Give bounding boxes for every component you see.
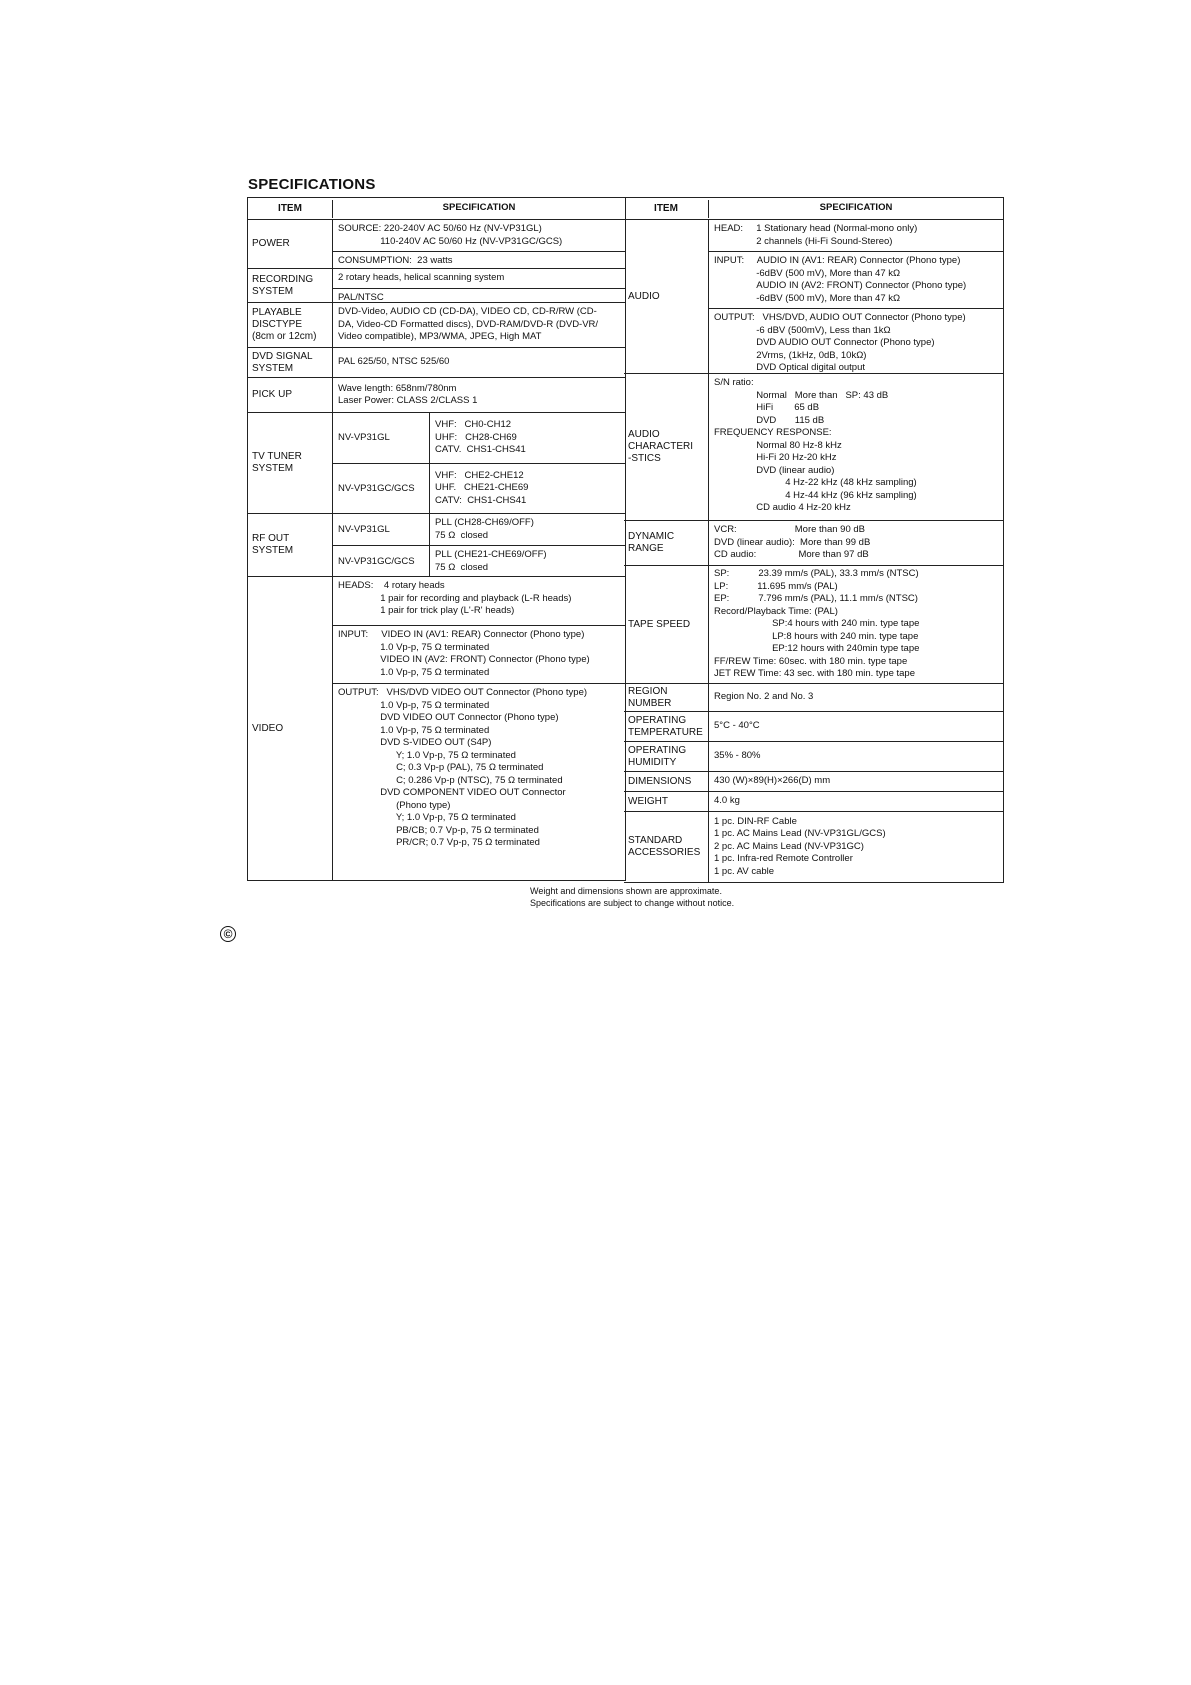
rfout-model-gc: NV-VP31GC/GCS bbox=[333, 546, 430, 577]
operating-humidity-value: 35% - 80% bbox=[714, 750, 761, 762]
dvd-signal-value: PAL 625/50, NTSC 525/60 bbox=[338, 356, 450, 368]
tuner-model-gl: NV-VP31GL bbox=[333, 413, 430, 463]
dimensions-value: 430 (W)×89(H)×266(D) mm bbox=[714, 775, 831, 787]
playable-value: DVD-Video, AUDIO CD (CD-DA), VIDEO CD, CD-R/RW (CD- DA, Video-CD Formatted discs), DVD-RAM/DVD-R (DVD-VR/ Video compatible), MP3/WMA, JPEG, High MAT bbox=[338, 306, 599, 343]
row-audio-characteristics bbox=[624, 373, 1003, 520]
label-recording: RECORDING SYSTEM bbox=[248, 269, 333, 302]
label-tape-speed: TAPE SPEED bbox=[624, 566, 709, 683]
row-tuner bbox=[248, 412, 625, 513]
label-weight: WEIGHT bbox=[624, 792, 709, 811]
tuner-value-gc: VHF: CHE2-CHE12 UHF. CHE21-CHE69 CATV: CHS1-CHS41 bbox=[435, 469, 529, 506]
header-spec: SPECIFICATION bbox=[442, 202, 516, 214]
row-region bbox=[624, 683, 1003, 711]
row-pickup bbox=[248, 377, 625, 412]
rfout-model-gl: NV-VP31GL bbox=[333, 514, 430, 545]
label-audio-characteristics: AUDIO CHARACTERI -STICS bbox=[624, 374, 709, 520]
label-rfout: RF OUT SYSTEM bbox=[248, 514, 333, 576]
label-region: REGION NUMBER bbox=[624, 684, 709, 711]
label-operating-humidity: OPERATING HUMIDITY bbox=[624, 742, 709, 771]
label-dvd-signal: DVD SIGNAL SYSTEM bbox=[248, 348, 333, 377]
footnotes: Weight and dimensions shown are approximate. Specifications are subject to change without notice. bbox=[530, 886, 735, 908]
header-spec-right: SPECIFICATION bbox=[819, 202, 893, 214]
label-operating-temperature: OPERATING TEMPERATURE bbox=[624, 712, 709, 741]
video-input: INPUT: VIDEO IN (AV1: REAR) Connector (Phono type) 1.0 Vp-p, 75 Ω terminated VIDEO IN (AV2: FRONT) Connector (Phono type) 1.0 Vp-p, 75 Ω terminated bbox=[338, 629, 590, 678]
label-tuner: TV TUNER SYSTEM bbox=[248, 413, 333, 513]
row-audio bbox=[624, 219, 1003, 373]
pickup-value: Wave length: 658nm/780nm Laser Power: CLASS 2/CLASS 1 bbox=[338, 382, 478, 406]
spec-table-right bbox=[624, 197, 1004, 883]
label-playable: PLAYABLE DISCTYPE (8cm or 12cm) bbox=[248, 303, 333, 347]
table-header bbox=[248, 197, 625, 219]
accessories-value: 1 pc. DIN-RF Cable 1 pc. AC Mains Lead (NV-VP31GL/GCS) 2 pc. AC Mains Lead (NV-VP31GC) 1 pc. Infra-red Remote Controller 1 pc. AV cable bbox=[714, 815, 886, 877]
row-operating-temperature bbox=[624, 711, 1003, 741]
rfout-value-gc: PLL (CHE21-CHE69/OFF) 75 Ω closed bbox=[435, 549, 547, 573]
dynamic-range-value: VCR: More than 90 dB DVD (linear audio): More than 99 dB CD audio: More than 97 dB bbox=[714, 524, 871, 561]
copyright-icon: © bbox=[220, 926, 236, 942]
video-output: OUTPUT: VHS/DVD VIDEO OUT Connector (Phono type) 1.0 Vp-p, 75 Ω terminated DVD VIDEO OUT Connector (Phono type) 1.0 Vp-p, 75 Ω terminated DVD S-VIDEO OUT (S4P) Y; 1.0 Vp-p, 75 Ω terminated C; 0.3 Vp-p (PAL), 75 Ω terminated C; 0.286 Vp-p (NTSC), 75 Ω terminated DVD COMPONENT VIDEO OUT Connector (Phono type) Y; 1.0 Vp-p, 75 Ω terminated PB/CB; 0.7 Vp-p, 75 Ω terminated PR/CR; 0.7 Vp-p, 75 Ω terminated bbox=[338, 687, 588, 848]
row-power bbox=[248, 219, 625, 268]
power-source: SOURCE: 220-240V AC 50/60 Hz (NV-VP31GL) 110-240V AC 50/60 Hz (NV-VP31GC/GCS) bbox=[338, 223, 563, 247]
label-audio: AUDIO bbox=[624, 220, 709, 373]
row-rfout bbox=[248, 513, 625, 576]
header-item: ITEM bbox=[248, 200, 333, 218]
recording-system: 2 rotary heads, helical scanning system bbox=[338, 272, 505, 283]
header-item-right: ITEM bbox=[624, 200, 709, 218]
weight-value: 4.0 kg bbox=[714, 795, 740, 807]
row-recording bbox=[248, 268, 625, 302]
recording-format: PAL/NTSC bbox=[338, 291, 384, 303]
rfout-value-gl: PLL (CH28-CH69/OFF) 75 Ω closed bbox=[435, 517, 534, 541]
tuner-model-gc: NV-VP31GC/GCS bbox=[333, 464, 430, 514]
video-heads: HEADS: 4 rotary heads 1 pair for recording and playback (L-R heads) 1 pair for trick play (L'-R' heads) bbox=[338, 580, 572, 616]
operating-temperature-value: 5°C - 40°C bbox=[714, 720, 760, 732]
region-value: Region No. 2 and No. 3 bbox=[714, 691, 814, 703]
row-tape-speed bbox=[624, 565, 1003, 683]
tuner-value-gl: VHF: CH0-CH12 UHF: CH28-CH69 CATV. CHS1-CHS41 bbox=[435, 419, 526, 455]
row-dynamic-range bbox=[624, 520, 1003, 565]
audio-characteristics-value: S/N ratio: Normal More than SP: 43 dB HiFi 65 dB DVD 115 dB FREQUENCY RESPONSE: Normal 80 Hz-8 kHz Hi-Fi 20 Hz-20 kHz DVD (linear audio) 4 Hz-22 kHz (48 kHz sampling) 4 Hz-44 kHz (96 kHz sampling) CD audio 4 Hz-20 kHz bbox=[714, 377, 917, 513]
row-dvd-signal bbox=[248, 347, 625, 377]
audio-output: OUTPUT: VHS/DVD, AUDIO OUT Connector (Phono type) -6 dBV (500mV), Less than 1kΩ DVD AUDIO OUT Connector (Phono type) 2Vrms, (1kHz, 0dB, 10kΩ) DVD Optical digital output bbox=[714, 312, 966, 373]
row-weight bbox=[624, 791, 1003, 811]
label-dimensions: DIMENSIONS bbox=[624, 772, 709, 791]
row-playable bbox=[248, 302, 625, 347]
tape-speed-value: SP: 23.39 mm/s (PAL), 33.3 mm/s (NTSC) LP: 11.695 mm/s (PAL) EP: 7.796 mm/s (PAL), 11.1 mm/s (NTSC) Record/Playback Time: (PAL) SP:4 hours with 240 min. type tape LP:8 hours with 240 min. type tape EP:12 hours with 240min type tape FF/REW Time: 60sec. with 180 min. type tape JET REW Time: 43 sec. with 180 min. type tape bbox=[714, 568, 920, 680]
power-consumption: CONSUMPTION: 23 watts bbox=[338, 255, 453, 266]
label-pickup: PICK UP bbox=[248, 378, 333, 412]
row-operating-humidity bbox=[624, 741, 1003, 771]
page-title: SPECIFICATIONS bbox=[248, 176, 376, 193]
row-accessories bbox=[624, 811, 1003, 883]
row-dimensions bbox=[624, 771, 1003, 791]
label-accessories: STANDARD ACCESSORIES bbox=[624, 812, 709, 882]
row-video bbox=[248, 576, 625, 881]
table-header-right bbox=[624, 197, 1003, 219]
label-power: POWER bbox=[248, 220, 333, 268]
spec-table-left bbox=[247, 197, 626, 881]
audio-input: INPUT: AUDIO IN (AV1: REAR) Connector (Phono type) -6dBV (500 mV), More than 47 kΩ AUDIO IN (AV2: FRONT) Connector (Phono type) -6dBV (500 mV), More than 47 kΩ bbox=[714, 255, 967, 304]
audio-head: HEAD: 1 Stationary head (Normal-mono only) 2 channels (Hi-Fi Sound-Stereo) bbox=[714, 223, 918, 247]
label-video: VIDEO bbox=[248, 577, 333, 880]
label-dynamic-range: DYNAMIC RANGE bbox=[624, 521, 709, 565]
